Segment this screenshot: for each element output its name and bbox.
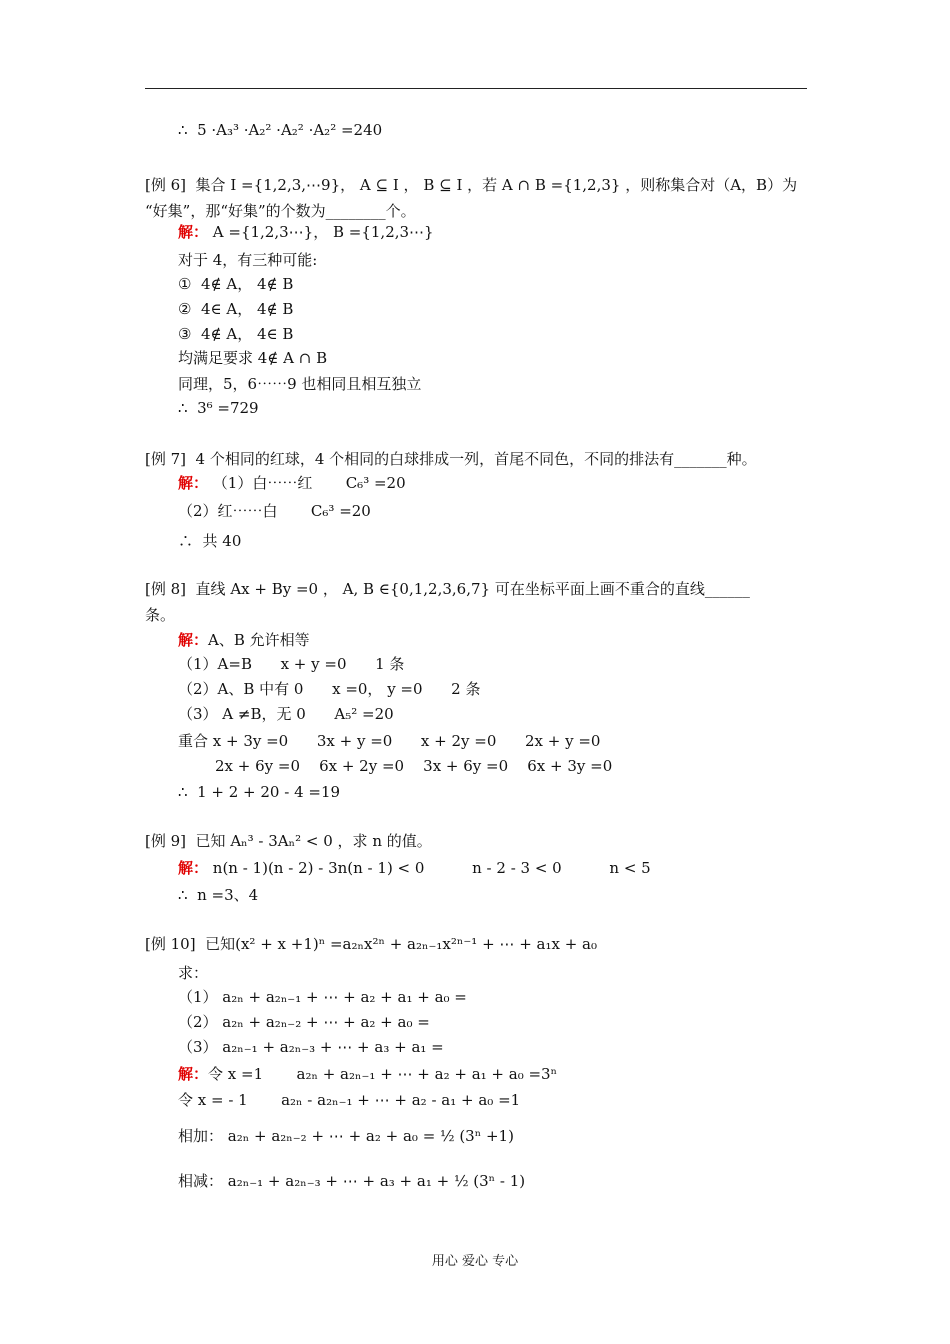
text-line bbox=[178, 1064, 557, 1084]
text-line: （2） a₂ₙ + a₂ₙ₋₂ + ⋯ + a₂ + a₀ = bbox=[178, 1013, 430, 1031]
text-line: （2）A、B 中有 0 x =0， y =0 2 条 bbox=[178, 680, 481, 698]
text-line: [例 9] 已知 Aₙ³ - 3Aₙ² < 0 ，求 n 的值。 bbox=[145, 832, 432, 850]
text-line: 2x + 6y =0 6x + 2y =0 3x + 6y =0 6x + 3y =0 bbox=[215, 757, 613, 775]
text-line: [例 8] 直线 Ax + By =0 ， A, B ∈{0,1,2,3,6,7} 可在坐标平面上画不重合的直线______ bbox=[145, 580, 750, 598]
solution-label: 解： bbox=[178, 223, 209, 241]
text-line: （1）A=B x + y =0 1 条 bbox=[178, 655, 405, 673]
text-line: （3） A ≠B，无 0 A₅² =20 bbox=[178, 705, 394, 723]
text-line: [例 10] 已知(x² + x +1)ⁿ =a₂ₙx²ⁿ + a₂ₙ₋₁x²ⁿ⁻¹ + ⋯ + a₁x + a₀ bbox=[145, 935, 598, 953]
text-line: ∴ n =3、4 bbox=[178, 886, 259, 904]
text-line: 对于 4，有三种可能: bbox=[178, 251, 318, 269]
text-line: （2）红⋯⋯白 C₆³ =20 bbox=[178, 502, 371, 520]
line-text: A ={1,2,3⋯}， B ={1,2,3⋯} bbox=[208, 223, 434, 241]
line-text: 令 x =1 a₂ₙ + a₂ₙ₋₁ + ⋯ + a₂ + a₁ + a₀ =3ⁿ bbox=[208, 1065, 558, 1083]
text-line bbox=[178, 222, 434, 242]
solution-label: 解： bbox=[178, 631, 209, 649]
text-line bbox=[178, 630, 310, 650]
line-text: n(n - 1)(n - 2) - 3n(n - 1) < 0 n - 2 - 3 < 0 n < 5 bbox=[208, 859, 651, 877]
text-line: 同理，5，6⋯⋯9 也相同且相互独立 bbox=[178, 375, 422, 393]
line-text: A、B 允许相等 bbox=[208, 631, 310, 649]
text-line: ∴ 1 + 2 + 20 - 4 =19 bbox=[178, 783, 341, 801]
text-line: ∴ 5 ·A₃³ ·A₂² ·A₂² ·A₂² =240 bbox=[178, 121, 383, 139]
text-line: 令 x = - 1 a₂ₙ - a₂ₙ₋₁ + ⋯ + a₂ - a₁ + a₀ =1 bbox=[178, 1091, 521, 1109]
text-line: ∴ 共 40 bbox=[178, 532, 242, 550]
text-line: 求： bbox=[178, 964, 209, 982]
header-rule bbox=[145, 88, 807, 89]
text-line: ② 4∈ A， 4∉ B bbox=[178, 300, 294, 318]
text-line bbox=[178, 858, 651, 878]
solution-label: 解： bbox=[178, 859, 209, 877]
text-line: （3） a₂ₙ₋₁ + a₂ₙ₋₃ + ⋯ + a₃ + a₁ = bbox=[178, 1038, 444, 1056]
text-line: ③ 4∉ A， 4∈ B bbox=[178, 325, 294, 343]
text-line: [例 6] 集合 I ={1,2,3,⋯9}， A ⊆ I ， B ⊆ I ，若 A ∩ B ={1,2,3} ，则称集合对（A，B）为 bbox=[145, 176, 798, 194]
solution-label: 解： bbox=[178, 474, 209, 492]
text-line: 相加： a₂ₙ + a₂ₙ₋₂ + ⋯ + a₂ + a₀ = ½ (3ⁿ +1) bbox=[178, 1127, 514, 1145]
text-line: 重合 x + 3y =0 3x + y =0 x + 2y =0 2x + y =0 bbox=[178, 732, 601, 750]
text-line: （1） a₂ₙ + a₂ₙ₋₁ + ⋯ + a₂ + a₁ + a₀ = bbox=[178, 988, 467, 1006]
text-line: “好集”，那“好集”的个数为________个。 bbox=[145, 202, 416, 220]
solution-label: 解： bbox=[178, 1065, 209, 1083]
line-text: （1）白⋯⋯红 C₆³ =20 bbox=[208, 474, 406, 492]
text-line: 相减： a₂ₙ₋₁ + a₂ₙ₋₃ + ⋯ + a₃ + a₁ + ½ (3ⁿ - 1) bbox=[178, 1172, 526, 1190]
text-line: [例 7] 4 个相同的红球，4 个相同的白球排成一列，首尾不同色，不同的排法有_______种。 bbox=[145, 450, 757, 468]
text-line: 条。 bbox=[145, 606, 176, 624]
text-line bbox=[178, 473, 406, 493]
text-line: ① 4∉ A， 4∉ B bbox=[178, 275, 294, 293]
text-line: ∴ 3⁶ =729 bbox=[178, 399, 259, 417]
page-footer: 用心 爱心 专心 bbox=[431, 1254, 519, 1269]
text-line: 均满足要求 4∉ A ∩ B bbox=[178, 349, 328, 367]
